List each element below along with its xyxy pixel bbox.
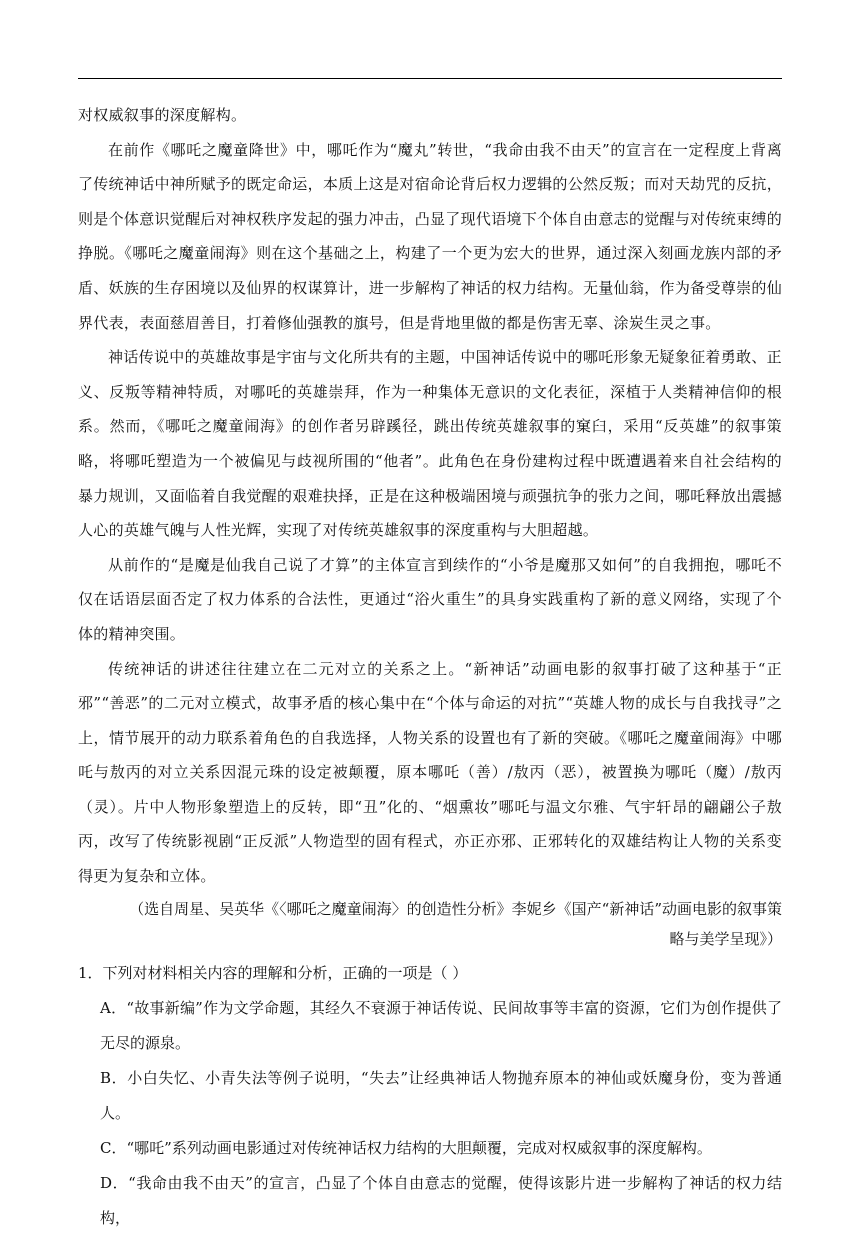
- passage-paragraph-3: 从前作的“是魔是仙我自己说了才算”的主体宣言到续作的“小爷是魔那又如何”的自我拥抱，哪吒不仅在话语层面否定了权力体系的合法性，更通过“浴火重生”的具身实践重构了新的意义网络，实现了个体的精神突围。: [78, 555, 782, 643]
- passage-paragraph-1: 在前作《哪吒之魔童降世》中，哪吒作为“魔丸”转世，“我命由我不由天”的宣言在一定程度上背离了传统神话中神所赋予的既定命运，本质上这是对宿命论背后权力逻辑的公然反叛；而对天劫咒的反抗，则是个体意识觉醒后对神权秩序发起的强力冲击，凸显了现代语境下个体自由意志的觉醒与对传统束缚的挣脱。《哪吒之魔童闹海》则在这个基础之上，构建了一个更为宏大的世界，通过深入刻画龙族内部的矛盾、妖族的生存困境以及仙界的权谋算计，进一步解构了神话的权力结构。无量仙翁，作为备受尊崇的仙界代表，表面慈眉善目，打着修仙强教的旗号，但是背地里做的都是伤害无辜、涂炭生灵之事。: [78, 140, 782, 332]
- source-citation: [78, 894, 782, 954]
- passage-paragraph-2: 神话传说中的英雄故事是宇宙与文化所共有的主题，中国神话传说中的哪吒形象无疑象征着勇敢、正义、反叛等精神特质，对哪吒的英雄崇拜，作为一种集体无意识的文化表征，深植于人类精神信仰的根系。然而，《哪吒之魔童闹海》的创作者另辟蹊径，跳出传统英雄叙事的窠臼，采用“反英雄”的叙事策略，将哪吒塑造为一个被偏见与歧视所围的“他者”。此角色在身份建构过程中既遭遇着来自社会结构的暴力规训，又面临着自我觉醒的艰难抉择，正是在这种极端困境与顽强抗争的张力之间，哪吒释放出震撼人心的英雄气魄与人性光辉，实现了对传统英雄叙事的深度重构与大胆超越。: [78, 348, 782, 540]
- source-citation-line-2: 略与美学呈现》）: [669, 929, 782, 948]
- header-rule: [78, 78, 782, 79]
- document-page: [78, 98, 782, 1236]
- passage-paragraph-4: 传统神话的讲述往往建立在二元对立的关系之上。“新神话”动画电影的叙事打破了这种基于“正邪”“善恶”的二元对立模式，故事矛盾的核心集中在“个体与命运的对抗”“英雄人物的成长与自我找寻”之上，情节展开的动力联系着角色的自我选择，人物关系的设置也有了新的突破。《哪吒之魔童闹海》中哪吒与敖丙的对立关系因混元珠的设定被颠覆，原本哪吒（善）/敖丙（恶），被置换为哪吒（魔）/敖丙（灵）。片中人物形象塑造上的反转，即“丑”化的、“烟熏妆”哪吒与温文尔雅、气宇轩昂的翩翩公子敖丙，改写了传统影视剧“正反派”人物造型的固有程式，亦正亦邪、正邪转化的双雄结构让人物的关系变得更为复杂和立体。: [78, 659, 782, 886]
- option-b: B．小白失忆、小青失法等例子说明，“失去”让经典神话人物抛弃原本的神仙或妖魔身份，变为普通人。: [100, 1068, 782, 1122]
- question-stem: 1．下列对材料相关内容的理解和分析，正确的一项是（ ）: [78, 963, 468, 982]
- option-d: D．“我命由我不由天”的宣言，凸显了个体自由意志的觉醒，使得该影片进一步解构了神话的权力结构，: [100, 1173, 782, 1227]
- option-a: A．“故事新编”作为文学命题，其经久不衰源于神话传说、民间故事等丰富的资源，它们为创作提供了无尽的源泉。: [100, 998, 782, 1052]
- passage-paragraph-0: 对权威叙事的深度解构。: [78, 106, 247, 124]
- source-citation-line-1: （选自周星、吴英华《〈哪吒之魔童闹海〉的创造性分析》李妮乡《国产“新神话”动画电影的叙事策: [129, 899, 782, 918]
- option-c: C．“哪吒”系列动画电影通过对传统神话权力结构的大胆颠覆，完成对权威叙事的深度解构。: [100, 1138, 712, 1157]
